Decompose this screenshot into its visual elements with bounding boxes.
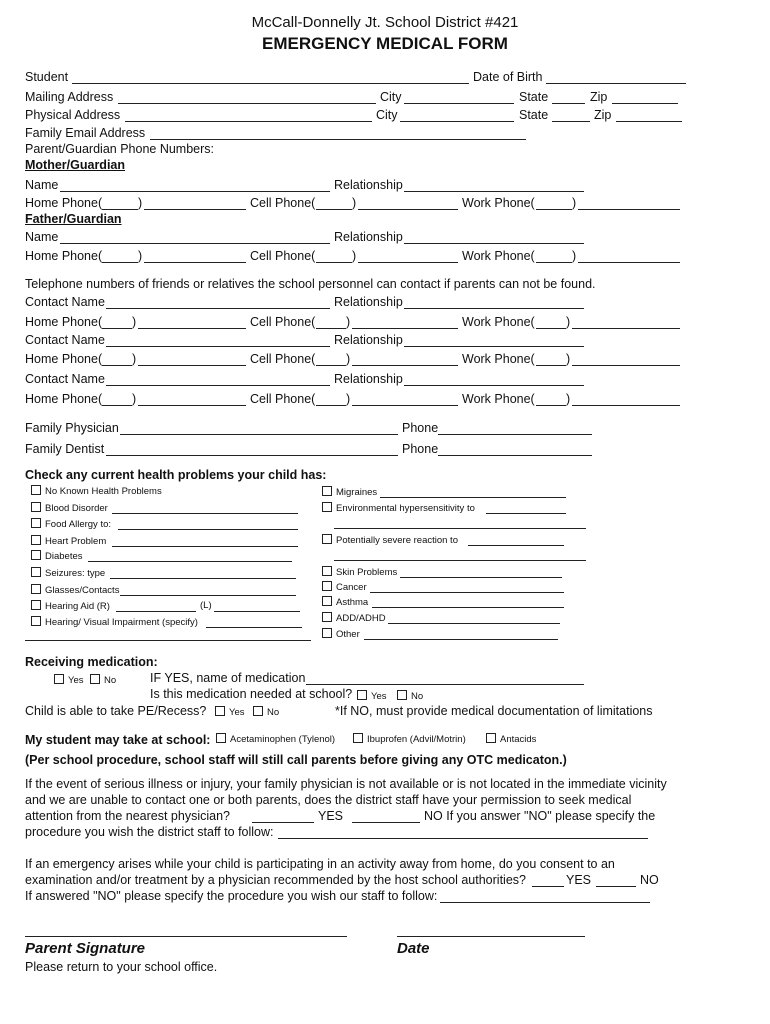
mother-home-area[interactable] <box>102 209 138 210</box>
health-item-skin[interactable]: Skin Problems <box>322 566 397 578</box>
checkbox[interactable] <box>322 581 332 591</box>
permission-line-2: and we are unable to contact one or both parents, does the district staff have your permission to seek medical <box>25 793 632 807</box>
contact3-home-phone-label: Home Phone( <box>25 392 103 406</box>
contact1-home-phone-label: Home Phone( <box>25 315 103 329</box>
mailing-city-field[interactable] <box>404 103 514 104</box>
checkbox[interactable] <box>31 535 41 545</box>
checkbox[interactable] <box>54 674 64 684</box>
father-work-paren: ) <box>572 249 577 263</box>
contact2-work-paren: ) <box>566 352 571 366</box>
checkbox[interactable] <box>31 518 41 528</box>
checkbox[interactable] <box>31 550 41 560</box>
contact3-relationship-field[interactable] <box>404 385 584 386</box>
student-field[interactable] <box>72 83 469 84</box>
consent-no-field[interactable] <box>596 886 636 887</box>
contact2-home-field[interactable] <box>138 365 246 366</box>
checkbox[interactable] <box>353 733 363 743</box>
mother-cell-area[interactable] <box>316 209 352 210</box>
checkbox[interactable] <box>31 502 41 512</box>
contact1-home-field[interactable] <box>138 328 246 329</box>
physical-zip-label: Zip <box>594 108 612 122</box>
father-home-phone-label: Home Phone( <box>25 249 103 263</box>
dob-label: Date of Birth <box>473 70 543 84</box>
mailing-city-label: City <box>380 90 402 104</box>
food-allergy-field[interactable] <box>118 529 298 530</box>
hearing-visual-field[interactable] <box>206 627 302 628</box>
mother-work-field[interactable] <box>578 209 680 210</box>
father-work-phone-label: Work Phone( <box>462 249 535 263</box>
contact2-work-field[interactable] <box>572 365 680 366</box>
health-item-no-known[interactable]: No Known Health Problems <box>31 485 162 497</box>
contact3-work-phone-label: Work Phone( <box>462 392 535 406</box>
health-item-heart[interactable]: Heart Problem <box>31 535 106 547</box>
mother-heading: Mother/Guardian <box>25 158 126 172</box>
checkbox[interactable] <box>216 733 226 743</box>
student-label: Student <box>25 70 69 84</box>
medication-no[interactable]: No <box>90 674 116 686</box>
health-item-asthma[interactable]: Asthma <box>322 596 368 608</box>
checkbox[interactable] <box>31 584 41 594</box>
checkbox[interactable] <box>322 628 332 638</box>
environmental-field[interactable] <box>486 513 566 514</box>
form-title: EMERGENCY MEDICAL FORM <box>262 34 508 53</box>
asthma-field[interactable] <box>372 607 564 608</box>
mother-home-phone-label: Home Phone( <box>25 196 103 210</box>
dentist-field[interactable] <box>106 455 398 456</box>
contact1-cell-area[interactable] <box>316 328 346 329</box>
mailing-state-label: State <box>519 90 549 104</box>
otc-notice: (Per school procedure, school staff will still call parents before giving any OTC medicaton.) <box>25 753 567 767</box>
contact1-work-paren: ) <box>566 315 571 329</box>
contact1-cell-field[interactable] <box>352 328 458 329</box>
permission-yes-field[interactable] <box>252 822 314 823</box>
checkbox[interactable] <box>397 690 407 700</box>
pe-no[interactable]: No <box>253 706 279 718</box>
health-item-blood[interactable]: Blood Disorder <box>31 502 108 514</box>
consent-procedure-field[interactable] <box>440 902 650 903</box>
contact3-name-field[interactable] <box>106 385 330 386</box>
physical-city-label: City <box>376 108 398 122</box>
mother-work-area[interactable] <box>536 209 572 210</box>
hearing-aid-left-label: (L) <box>200 600 212 611</box>
contact2-name-label: Contact Name <box>25 333 105 347</box>
dentist-label: Family Dentist <box>25 442 105 456</box>
contact3-cell-phone-label: Cell Phone( <box>250 392 316 406</box>
contact1-cell-phone-label: Cell Phone( <box>250 315 316 329</box>
mailing-field[interactable] <box>118 103 376 104</box>
mother-cell-paren: ) <box>352 196 357 210</box>
otc-acetaminophen[interactable]: Acetaminophen (Tylenol) <box>216 733 335 745</box>
health-item-glasses[interactable]: Glasses/Contacts <box>31 584 119 596</box>
father-name-label: Name <box>25 230 59 244</box>
father-work-area[interactable] <box>536 262 572 263</box>
physical-zip-field[interactable] <box>616 121 682 122</box>
checkbox[interactable] <box>322 534 332 544</box>
permission-line-4: procedure you wish the district staff to follow: <box>25 825 274 839</box>
contact2-work-area[interactable] <box>536 365 566 366</box>
add-adhd-field[interactable] <box>388 623 560 624</box>
health-heading: Check any current health problems your child has: <box>25 468 327 482</box>
hearing-visual-field-2[interactable] <box>25 640 311 641</box>
checkbox[interactable] <box>31 567 41 577</box>
reaction-field-2[interactable] <box>334 560 586 561</box>
mother-name-field[interactable] <box>60 191 330 192</box>
otc-ibuprofen[interactable]: Ibuprofen (Advil/Motrin) <box>353 733 466 745</box>
contact3-work-paren: ) <box>566 392 571 406</box>
heart-problem-field[interactable] <box>112 546 298 547</box>
checkbox[interactable] <box>322 596 332 606</box>
contact3-cell-paren: ) <box>346 392 351 406</box>
contact3-home-field[interactable] <box>138 405 246 406</box>
diabetes-field[interactable] <box>88 561 292 562</box>
contact1-cell-paren: ) <box>346 315 351 329</box>
migraines-field[interactable] <box>380 497 566 498</box>
father-cell-area[interactable] <box>316 262 352 263</box>
permission-no-field[interactable] <box>352 822 420 823</box>
father-home-paren: ) <box>138 249 143 263</box>
contact3-cell-field[interactable] <box>352 405 458 406</box>
pg-phone-heading: Parent/Guardian Phone Numbers: <box>25 142 214 156</box>
friends-heading: Telephone numbers of friends or relatives the school personnel can contact if parents can not be found. <box>25 277 596 291</box>
contact2-home-phone-label: Home Phone( <box>25 352 103 366</box>
health-item-food[interactable]: Food Allergy to: <box>31 518 111 530</box>
father-relationship-field[interactable] <box>404 243 584 244</box>
contact2-relationship-field[interactable] <box>404 346 584 347</box>
email-field[interactable] <box>150 139 526 140</box>
health-item-add[interactable]: ADD/ADHD <box>322 612 386 624</box>
health-item-hearing-visual[interactable]: Hearing/ Visual Impairment (specify) <box>31 616 198 628</box>
father-work-field[interactable] <box>578 262 680 263</box>
dob-field[interactable] <box>546 83 686 84</box>
father-name-field[interactable] <box>60 243 330 244</box>
contact3-home-paren: ) <box>132 392 137 406</box>
father-home-area[interactable] <box>102 262 138 263</box>
needed-no[interactable]: No <box>397 690 423 702</box>
email-label: Family Email Address <box>25 126 146 140</box>
checkbox[interactable] <box>357 690 367 700</box>
physical-city-field[interactable] <box>400 121 514 122</box>
contact1-name-field[interactable] <box>106 308 330 309</box>
mother-home-field[interactable] <box>144 209 246 210</box>
permission-no-label: NO If you answer "NO" please specify the <box>424 809 656 823</box>
father-cell-field[interactable] <box>358 262 458 263</box>
needed-yes[interactable]: Yes <box>357 690 387 702</box>
mother-cell-phone-label: Cell Phone( <box>250 196 316 210</box>
blood-disorder-field[interactable] <box>112 513 298 514</box>
physician-phone-label: Phone <box>402 421 439 435</box>
contact3-work-area[interactable] <box>536 405 566 406</box>
other-field[interactable] <box>364 639 558 640</box>
mother-work-paren: ) <box>572 196 577 210</box>
contact3-cell-area[interactable] <box>316 405 346 406</box>
otc-antacids[interactable]: Antacids <box>486 733 536 745</box>
mother-cell-field[interactable] <box>358 209 458 210</box>
permission-procedure-field[interactable] <box>278 838 648 839</box>
pe-note: *If NO, must provide medical documentation of limitations <box>335 704 653 718</box>
contact2-cell-paren: ) <box>346 352 351 366</box>
health-item-reaction[interactable]: Potentially severe reaction to <box>322 534 458 546</box>
checkbox[interactable] <box>322 566 332 576</box>
return-note: Please return to your school office. <box>25 960 218 974</box>
checkbox[interactable] <box>322 612 332 622</box>
mother-name-label: Name <box>25 178 59 192</box>
contact2-cell-field[interactable] <box>352 365 458 366</box>
dentist-phone-label: Phone <box>402 442 439 456</box>
signature-field[interactable] <box>25 936 347 937</box>
medication-heading: Receiving medication: <box>25 655 158 669</box>
contact2-cell-area[interactable] <box>316 365 346 366</box>
contact1-work-area[interactable] <box>536 328 566 329</box>
date-label: Date <box>397 940 430 957</box>
physician-phone-field[interactable] <box>438 434 592 435</box>
contact1-relationship-label: Relationship <box>334 295 403 309</box>
consent-yes-field[interactable] <box>532 886 564 887</box>
permission-yes-label: YES <box>318 809 344 823</box>
mailing-zip-field[interactable] <box>612 103 678 104</box>
health-item-seizures[interactable]: Seizures: type <box>31 567 105 579</box>
consent-line-3: If answered "NO" please specify the procedure you wish our staff to follow: <box>25 889 438 903</box>
health-item-environmental[interactable]: Environmental hypersensitivity to <box>322 502 475 514</box>
checkbox[interactable] <box>31 616 41 626</box>
mailing-state-field[interactable] <box>552 103 585 104</box>
contact1-home-paren: ) <box>132 315 137 329</box>
contact2-cell-phone-label: Cell Phone( <box>250 352 316 366</box>
health-item-other[interactable]: Other <box>322 628 360 640</box>
contact3-home-area[interactable] <box>102 405 132 406</box>
reaction-field[interactable] <box>468 545 564 546</box>
physician-field[interactable] <box>120 434 398 435</box>
mailing-zip-label: Zip <box>590 90 608 104</box>
contact1-work-phone-label: Work Phone( <box>462 315 535 329</box>
pe-yes[interactable]: Yes <box>215 706 245 718</box>
contact3-name-label: Contact Name <box>25 372 105 386</box>
physical-state-field[interactable] <box>552 121 590 122</box>
seizures-field[interactable] <box>110 578 296 579</box>
checkbox[interactable] <box>322 502 332 512</box>
health-item-hearing-aid[interactable]: Hearing Aid (R) <box>31 600 110 612</box>
mother-home-paren: ) <box>138 196 143 210</box>
consent-yes-label: YES <box>566 873 592 887</box>
checkbox[interactable] <box>253 706 263 716</box>
environmental-field-2[interactable] <box>334 528 586 529</box>
father-cell-paren: ) <box>352 249 357 263</box>
checkbox[interactable] <box>31 485 41 495</box>
checkbox[interactable] <box>215 706 225 716</box>
physician-label: Family Physician <box>25 421 119 435</box>
hearing-aid-right-field[interactable] <box>116 611 196 612</box>
contact2-home-paren: ) <box>132 352 137 366</box>
mailing-label: Mailing Address <box>25 90 114 104</box>
father-relationship-label: Relationship <box>334 230 403 244</box>
mother-relationship-label: Relationship <box>334 178 403 192</box>
checkbox[interactable] <box>90 674 100 684</box>
consent-line-2: examination and/or treatment by a physician recommended by the host school authorities? <box>25 873 526 887</box>
medication-name-field[interactable] <box>306 684 584 685</box>
contact2-name-field[interactable] <box>106 346 330 347</box>
cancer-field[interactable] <box>370 592 564 593</box>
glasses-field[interactable] <box>120 595 296 596</box>
pe-label: Child is able to take PE/Recess? <box>25 704 207 718</box>
checkbox[interactable] <box>322 486 332 496</box>
checkbox[interactable] <box>31 600 41 610</box>
medication-yes[interactable]: Yes <box>54 674 84 686</box>
contact2-relationship-label: Relationship <box>334 333 403 347</box>
date-field[interactable] <box>397 936 585 937</box>
may-take-label: My student may take at school: <box>25 733 211 747</box>
mother-relationship-field[interactable] <box>404 191 584 192</box>
parent-signature-label: Parent Signature <box>25 940 146 957</box>
physical-field[interactable] <box>125 121 372 122</box>
consent-no-label: NO <box>640 873 659 887</box>
district-name: McCall-Donnelly Jt. School District #421 <box>251 14 519 31</box>
contact2-home-area[interactable] <box>102 365 132 366</box>
mother-work-phone-label: Work Phone( <box>462 196 535 210</box>
medication-needed-label: Is this medication needed at school? <box>150 687 353 701</box>
physical-label: Physical Address <box>25 108 121 122</box>
permission-line-3: attention from the nearest physician? <box>25 809 230 823</box>
medication-name-label: IF YES, name of medication <box>150 671 306 685</box>
contact1-home-area[interactable] <box>102 328 132 329</box>
hearing-aid-left-field[interactable] <box>214 611 300 612</box>
contact1-name-label: Contact Name <box>25 295 105 309</box>
contact3-relationship-label: Relationship <box>334 372 403 386</box>
permission-line-1: If the event of serious illness or injury, your family physician is not available or is not located in the immediate vicinity <box>25 777 667 791</box>
father-home-field[interactable] <box>144 262 246 263</box>
checkbox[interactable] <box>486 733 496 743</box>
consent-line-1: If an emergency arises while your child is participating in an activity away from home, do you consent to an <box>25 857 615 871</box>
health-item-diabetes[interactable]: Diabetes <box>31 550 83 562</box>
father-cell-phone-label: Cell Phone( <box>250 249 316 263</box>
contact1-work-field[interactable] <box>572 328 680 329</box>
dentist-phone-field[interactable] <box>438 455 592 456</box>
contact1-relationship-field[interactable] <box>404 308 584 309</box>
health-item-migraines[interactable]: Migraines <box>322 486 377 498</box>
contact2-work-phone-label: Work Phone( <box>462 352 535 366</box>
health-item-cancer[interactable]: Cancer <box>322 581 367 593</box>
contact3-work-field[interactable] <box>572 405 680 406</box>
father-heading: Father/Guardian <box>25 212 122 226</box>
skin-field[interactable] <box>400 577 562 578</box>
physical-state-label: State <box>519 108 549 122</box>
